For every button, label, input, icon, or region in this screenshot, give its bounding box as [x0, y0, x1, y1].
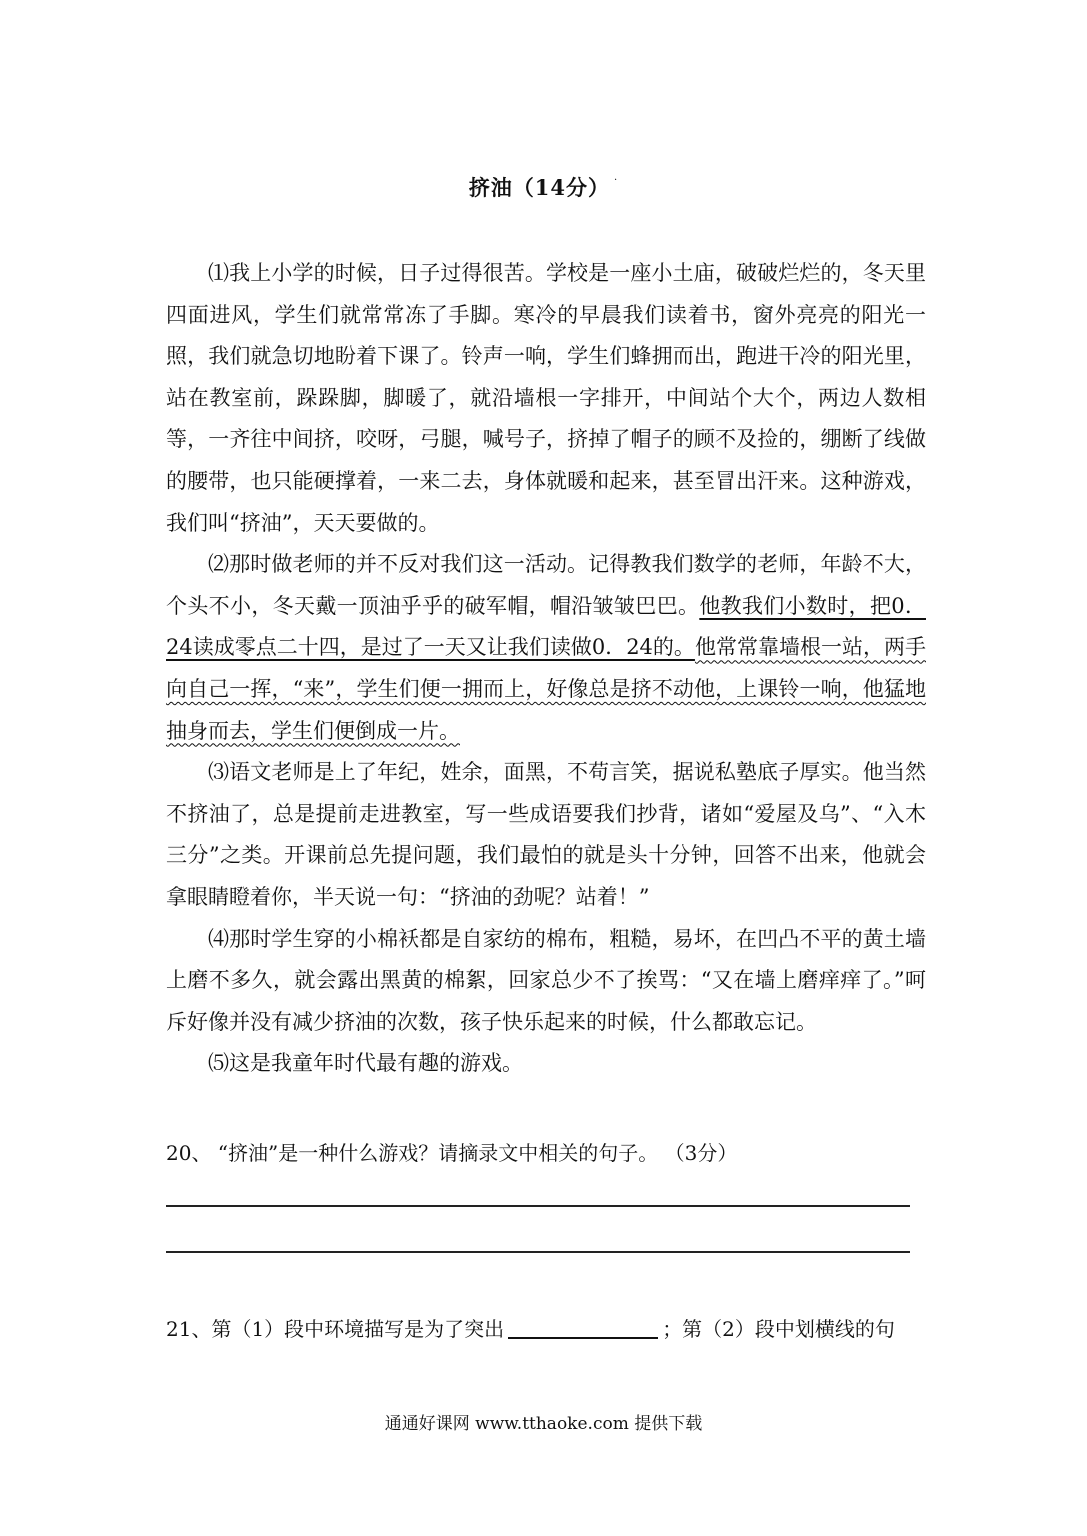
passage-title	[0, 172, 1087, 202]
answer-blank[interactable]	[508, 1317, 658, 1339]
title-dot: .	[614, 172, 619, 183]
paragraph-1: ⑴我上小学的时候，日子过得很苦。学校是一座小土庙，破破烂烂的，冬天里四面进风，学生们就常常冻了手脚。寒冷的早晨我们读着书，窗外亮亮的阳光一照，我们就急切地盼着下课了。铃声一响，学生们蜂拥而出，跑进干冷的阳光里，站在教室前，跺跺脚，脚暖了，就沿墙根一字排开，中间站个大个，两边人数相等，一齐往中间挤，咬呀，弓腿，喊号子，挤掉了帽子的顾不及捡的，绷断了线做的腰带，也只能硬撑着，一来二去，身体就暖和起来，甚至冒出汗来。这种游戏，我们叫“挤油”，天天要做的。	[166, 261, 926, 535]
paragraph-2	[166, 544, 926, 752]
answer-line-2[interactable]	[166, 1251, 910, 1253]
paragraph-3: ⑶语文老师是上了年纪，姓余，面黑，不苟言笑，据说私塾底子厚实。他当然不挤油了，总是提前走进教室，写一些成语要我们抄背，诸如“爱屋及乌”、“入木三分”之类。开课前总先提问题，我们最怕的就是头十分钟，回答不出来，他就会拿眼睛瞪着你，半天说一句：“挤油的劲呢？站着！”	[166, 760, 926, 909]
passage-body	[166, 253, 926, 1085]
answer-line-1[interactable]	[166, 1205, 910, 1207]
title-text: 挤油（14分）	[468, 175, 611, 200]
paragraph-2-text: ⑵那时做老师的并不反对我们这一活动。记得教我们数学的老师，年龄不大，个头不小，冬天戴一顶油乎乎的破军帽，帽沿皱皱巴巴。	[166, 552, 926, 618]
question-20: 20、 “挤油”是一种什么游戏？请摘录文中相关的句子。 （3分）	[166, 1141, 738, 1165]
paragraph-5: ⑸这是我童年时代最有趣的游戏。	[208, 1051, 523, 1076]
question-21-prefix: 21、第（1）段中环境描写是为了突出	[166, 1317, 505, 1341]
question-21-suffix: ；第（2）段中划横线的句	[662, 1317, 895, 1341]
paragraph-4: ⑷那时学生穿的小棉袄都是自家纺的棉布，粗糙，易坏，在凹凸不平的黄土墙上磨不多久，就会露出黑黄的棉絮，回家总少不了挨骂：“又在墙上磨痒痒了。”呵斥好像并没有减少挤油的次数，孩子快乐起来的时候，什么都敢忘记。	[166, 926, 926, 1034]
wavy-underlined-sentence: 他常常靠墙根一站，两手向自己一挥，“来”，学生们便一拥而上，好像总是挤不动他，上课铃一响，他猛地抽身而去，学生们便倒成一片。	[166, 635, 926, 743]
underlined-sentence: 他教我们小数时，把0．24读成零点二十四，是过了一天又让我们读做0．24的。	[166, 593, 926, 660]
footer-text: 通通好课网 www.tthaoke.com 提供下载	[384, 1414, 703, 1434]
question-21	[166, 1313, 895, 1342]
